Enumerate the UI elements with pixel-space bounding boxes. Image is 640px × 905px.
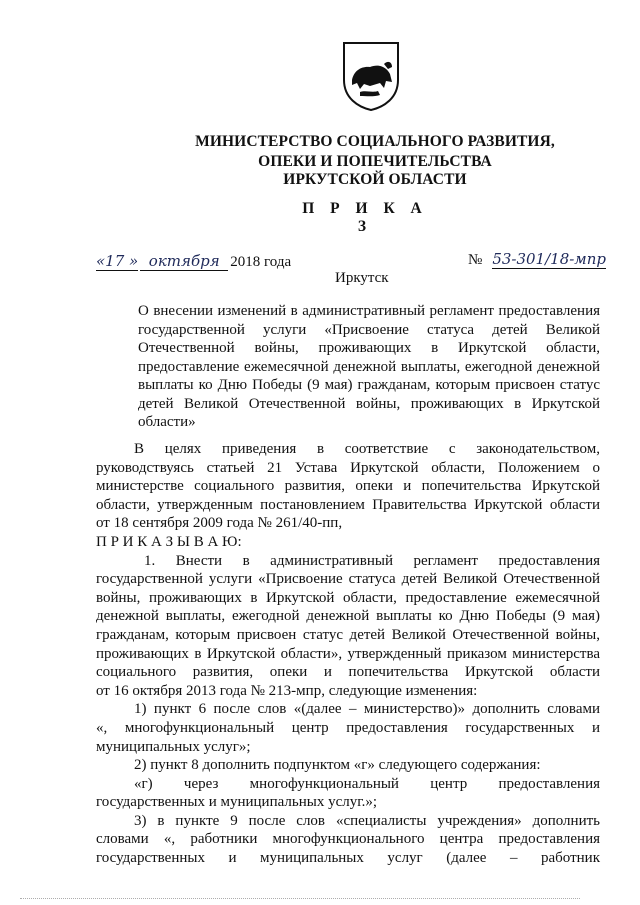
body-line: 3) в пункте 9 после слов «специалисты учреждения» дополнить xyxy=(134,812,600,829)
ministry-name-line-2: ОПЕКИ И ПОПЕЧИТЕЛЬСТВА xyxy=(258,153,492,170)
body-line: 1. Внести в административный регламент предоставления xyxy=(144,552,600,569)
body-line: муниципальных услуг»; xyxy=(96,738,251,755)
title-line: О внесении изменений в административный регламент предоставления xyxy=(138,303,600,319)
order-directive: П Р И К А З Ы В А Ю: xyxy=(96,533,242,550)
body-line: войны, проживающих в Иркутской области, предоставление ежемесячной xyxy=(96,589,600,606)
body-line: руководствуясь статьей 21 Устава Иркутской области, Положением о xyxy=(96,459,600,476)
order-body xyxy=(96,440,600,868)
date-month: октября xyxy=(140,252,228,271)
body-line: денежной выплаты, ежегодной денежной выплаты ко Дню Победы (9 мая) xyxy=(96,608,600,625)
body-line: государственных и муниципальных услуг.»; xyxy=(96,794,378,811)
title-line: предоставление ежемесячной денежной выплаты, ежегодной денежной xyxy=(138,358,600,375)
city-name: Иркутск xyxy=(335,270,389,286)
body-line: от 16 октября 2013 года № 213-мпр, следующие изменения: xyxy=(96,682,478,699)
order-title xyxy=(138,302,600,432)
document-number xyxy=(468,250,606,269)
document-type-title: П Р И К А З xyxy=(302,200,428,235)
title-line: государственной услуги «Присвоение статуса детей Великой xyxy=(138,321,600,338)
body-line: от 18 сентября 2009 года № 261/40-пп, xyxy=(96,515,343,532)
body-line: гражданам, которым присвоен статус детей Великой Отечественной войны, xyxy=(96,626,600,643)
ministry-name-line-1: МИНИСТЕРСТВО СОЦИАЛЬНОГО РАЗВИТИЯ, xyxy=(195,133,555,150)
body-line: проживающих в Иркутской области», утвержденный приказом министерства xyxy=(96,645,600,662)
body-line: словами «, работники многофункционального центра предоставления xyxy=(96,831,600,848)
date-day: «17 » xyxy=(96,252,139,270)
body-line: 1) пункт 6 после слов «(далее – министерство)» дополнить словами xyxy=(134,701,600,718)
number-label: № xyxy=(468,252,483,268)
title-line: Отечественной войны, проживающих в Иркутской области, xyxy=(138,340,600,356)
body-line: «г) через многофункциональный центр предоставления xyxy=(134,775,600,792)
body-line: В целях приведения в соответствие с законодательством, xyxy=(134,441,600,457)
title-line: области» xyxy=(138,414,196,430)
page-bottom-rule xyxy=(20,898,580,899)
body-line: государственной услуги «Присвоение статуса детей Великой Отечественной xyxy=(96,571,600,588)
body-line: 2) пункт 8 дополнить подпунктом «г» следующего содержания: xyxy=(134,757,541,774)
title-line: детей Великой Отечественной войны, проживающих в Иркутской xyxy=(138,395,600,412)
ministry-name-line-3: ИРКУТСКОЙ ОБЛАСТИ xyxy=(283,171,467,188)
coat-of-arms-icon xyxy=(340,40,402,112)
number-value: 53-301/18-мпр xyxy=(492,250,607,268)
body-line: государственных и муниципальных услуг (далее – работник xyxy=(96,850,600,867)
body-line: области, утвержденным постановлением Правительства Иркутской области xyxy=(96,496,600,513)
body-line: «, многофункциональный центр предоставления государственных и xyxy=(96,719,600,736)
date-year: 2018 года xyxy=(230,254,292,270)
title-line: выплаты ко Дню Победы (9 мая) гражданам, которым присвоен статус xyxy=(138,377,600,393)
body-line: социального развития, опеки и попечительства Иркутской области xyxy=(96,664,600,681)
body-line: министерстве социального развития, опеки и попечительства Иркутской xyxy=(96,478,600,495)
document-date xyxy=(96,252,291,271)
